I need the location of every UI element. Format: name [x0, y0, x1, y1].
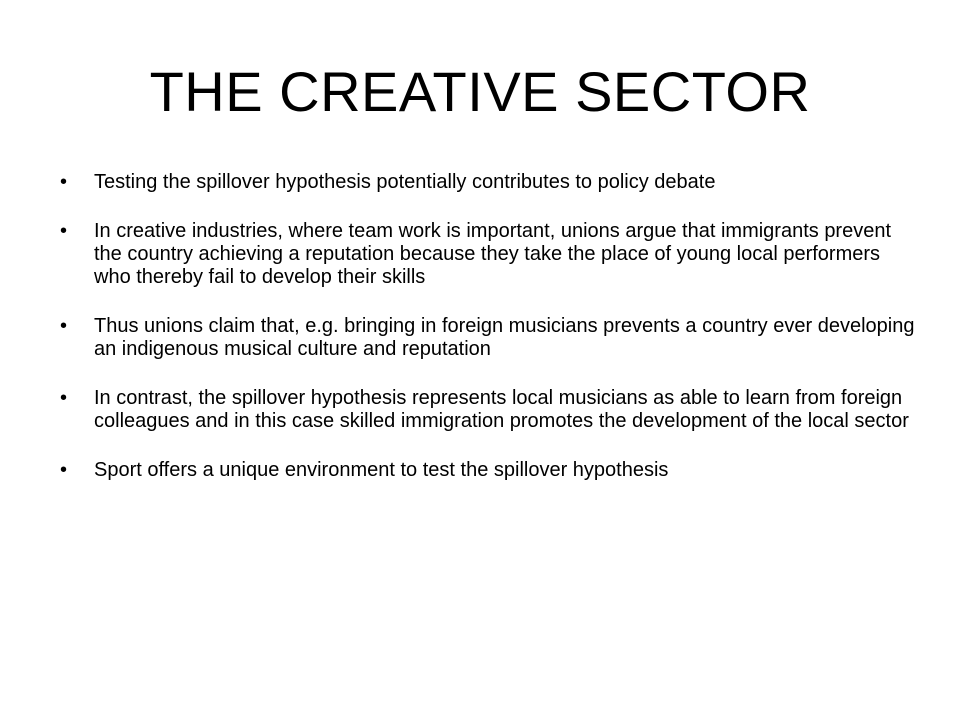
bullet-dot-icon: • — [60, 171, 68, 193]
bullet-text: Testing the spillover hypothesis potentially contributes to policy debate — [94, 171, 716, 193]
bullet-item — [58, 459, 918, 482]
bullet-text: Sport offers a unique environment to test the spillover hypothesis — [94, 459, 669, 481]
bullet-item — [58, 220, 918, 289]
bullet-dot-icon: • — [60, 387, 68, 409]
bullet-text: In creative industries, where team work is important, unions argue that immigrants prevent the country achieving a reputation because they take the place of young local performers who thereby fail to develop their skills — [94, 220, 892, 288]
bullet-text: Thus unions claim that, e.g. bringing in foreign musicians prevents a country ever developing an indigenous musical culture and reputation — [94, 315, 915, 360]
bullet-item — [58, 315, 918, 361]
slide-title: THE CREATIVE SECTOR — [149, 60, 811, 123]
bullet-dot-icon: • — [60, 459, 68, 481]
bullet-dot-icon: • — [60, 220, 68, 242]
bullet-dot-icon: • — [60, 315, 68, 337]
bullet-item — [58, 387, 918, 433]
bullet-list — [58, 171, 918, 508]
bullet-item — [58, 171, 918, 194]
bullet-text: In contrast, the spillover hypothesis represents local musicians as able to learn from foreign colleagues and in this case skilled immigration promotes the development of the local sector — [94, 387, 909, 432]
